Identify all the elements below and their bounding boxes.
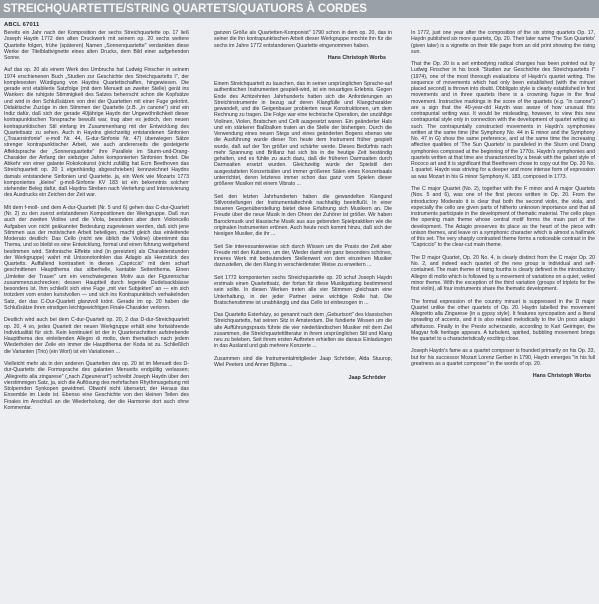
paragraph: Bereits ein Jahr nach der Komposition der sechs Streichquartette op. 17 ließ Joseph Haydn 1772 den alten Druckwerk mit seinem op. 20 sechs weitere Quartette folgen, frühe (späteren) Namen „Sonnenquartette" verdankten diese Werke der Titelblattvignette eines alten Drucks, dem Bild einer aufgehenden Sonne. <box>4 30 189 61</box>
paragraph: ganzen Größe als Quartetten-Komponist" 1790 schon in dem op. 20, das in seiner die ihn kontrapunktischen Arbeit dieser Werkgruppe mochte ihn für die sechs im Jahre 1772 entstandenen Quartette eingenommen haben. <box>214 30 392 49</box>
paragraph: Deutlich wird auch bei dem C-dur-Quartett op. 20, 2 das D-dur-Streichquartett op. 20, 4 so, jedes Quartett der neuen Werkgruppe erhält eine fortwährende Individualität für sich. Kein kontinuierl ist der in Quartenschritten aufstrebende Hauptthema des einleitenden Allegro di molto, dem thematisch nach jedem Wiederholen der Zeile ein immer die Hauptthema der Koda ist zu. Schließlich die Varianten (Trio) (ein Wort) ist ein Variationen ... <box>4 317 189 355</box>
author-credit: Hans Christoph Worbs <box>327 54 386 61</box>
author-credit: Jaap Schröder <box>348 374 386 381</box>
middle-text-column <box>214 30 392 602</box>
paragraph: The formal expression of the country minuet is suppressed in the D major Quartet unlike the other quartets of Op. 20. Haydn labelled the movement Allegretto alla Zingarese (in a gypsy style). It features syncopation and a literal sprawling of accents, and it is also related melodically to the Un poco adagio affettuoso. Finally in the Presto scherzando, according to Karl Geiringer, the Magyar folk heritage appears. A turbulent, spirited, bubbling movement brings the quartet to a characteristically exciting close. <box>411 298 595 342</box>
paragraph: The D major Quartet, Op. 20 No. 4, is clearly distinct from the C major Op. 20 No. 2, and indeed each quartet of the new group is individual and self-contained. The main theme of rising fourths is clearly defined in the introductory Allegro di molto which is followed by a movement of variations on a quiet, veiled minor theme. With the exception of the third variation (groups of triplets for the first violin), all four instruments share the thematic development. <box>411 254 595 293</box>
paragraph: That the Op. 20 is a set embodying radical changes has been pointed out by Ludwig Finscher in his book "Studien zur Geschichte des Streichquartetts I" (1974), one of the most thorough evaluations of Haydn's quartet writing. The sequence of movements which had only been established (with the minuet placed second) is thrown into doubt. Obbligato style is clearly established in first movements and in three quartets there is a crowning fugue in the final movement. Instructive markings in the score of the quartets (e.g. "in canone") are a sign that the 40-year-old Haydn was aware of how unusual this contrapuntal writing was. It would be misleading, however, to view this new contrapuntal style only in connection with the development of quartet writing as such. The contrapuntally constructed movements in Haydn's symphonies written at the same time (the Symphony No. 44 in E minor and the Symphony No. 47 in G) show the same preference, and at the same time the increasing affective qualities of 'The Sun Quartets' is paralleled in the Sturm und Drang symphonies composed at the beginning of the 1770s. Haydn's symphonies and quartets written at that time are characterized by a break with the galant style of Rococo art and it is significant that Beethoven chose to copy out the Op. 20 No. 1 quartet. Haydn was striving for a deeper and more intense form of expression as was Mozart in his G minor Symphony K. 183, composed in 1773. <box>411 61 595 180</box>
author-credit: Hans Christoph Worbs <box>532 373 591 380</box>
paragraph: Einem Streichquartett zu lauschen, das in seiner ursprünglichen Sprache-auf authentischen Instrumenten gespielt-wird, ist ein neuartiges Erlebnis. Gegen Ende des Achtzehnten Jahrhunderts hatten sich die Anforderungen an Streichinstrumente in bezug auf deren Klangfülle und Klangcharakter gewandelt, und die Geigenbauer probierten neue Konstruktionen, um dem Rechnung zu tragen. Die Folge war eine technische Operation, der unzählige Violinen, Violen, Bratschen und Celli ausgesetzt waren. Ein geänderter Hals und ein stärkerer Baßbalken traten an die Stelle der bisherigen. Durch die Verwendung eines neuen Stegs und eines geänderten Bogens ebenso wie die Ausführung wurde dieser Ton heute dem Instrument früher gespielt wurde, daß auf der Ton größer und schärfer werde. Dieses Bedürfnis nach mehr Spannung und Brillanz hat sich bis in die heutige Zeit beständig gehalten, und es fühlte zu auch dazu, daß die früheren Darmsaiten durch Darmsaiten ersetzt wurden. Gleichzeitig wurde der Spielstil den ausgestatteten Konzertsälen und immer größeren Sälen eines Konzertsaals unterrichtet, deren letzteres immer schon das ganz vom Spielen dieser größerer Musiker mit einem Vibrato ... <box>214 81 392 188</box>
german-text-column <box>4 30 189 602</box>
paragraph: Auf das op. 20 als einem Werk des Umbruchs hat Ludwig Finscher in seinem 1974 erschienenen Buch „Studien zur Geschichte des Streichquartetts I", der komplexesten Würdigung von Haydns Quartettschaffen, hingewiesen. Die gerade erst etablierte Satzfolge (mit dem Menuett an zweiter Stelle) gerät ins Wanken: die ruhigste Stimmigkeit des Satzes beherrscht schon die Kopfsätze und wird in den Schlußsätzen von drei der Quartetten mit einer Fuge gekrönt. Didaktische Zuzüge in den Stimmen der Quartette (z.B. „in canone") sind ein Indiz dafür, daß sich der gerade 40jährige Haydn der Ungewöhnlichkeit dieser kontrapunktischen Tonsprache bewußt war, trug aber es jedoch, den neuen kontrapunktischen Stil einfang im Zusammenhang mit der Entwicklung des Quartettsatz zu sehen. Auch in Haydns gleichzeitig entstandenen Sinfonien („Trauersinfonie" e-moll Nr. 44, G-dur-Sinfonie Nr. 47) überwiegen Sätze strenger kontrapunktischer Arbeit, wie auch andererseits die gesteigerte Affektsprache der „Sonnenquartette" ihre Parallele im Sturm-und-Drang-Charakter der Anfang der siebziger Jahre komponierten Sinfonien findet. Die Abkehr von einer galante Rokokokunst (nicht zufällig hat Ecm Beethoven das Streichquartett op. 20 1 eigenhändig abgeschrieben) kennzeichnet Haydns damals entstandene Sinfonien und Quartette. ja, ein Werk wie Mozarts 1773 komponiertes „kleine" g-moll-Sinfonie KV 183 ist ein bekenntnis solcherr stehender Beleg dafür, daß Haydns Streben nach Vertiefung und Intensivierung des Ausdrucks ein Zeichen der Zeit war. <box>4 67 189 199</box>
page-title: STREICHQUARTETTE/STRING QUARTETS/QUATUORS À CORDES <box>0 0 599 18</box>
paragraph: Vielleicht mehr als in den anderen Quartetten des op. 20 ist im Menuett des D-dur-Quartetts die Formsprache des galanten Menuetts endgültig verlassen; „Allegretto alla zingarese" („nach Zigeunerart") schreibt Joseph Haydn über den vierstimmigen Satz, ja, sich die Auflösung des mehrfachen Rhythmusgebung mit Stolpernden Synkopen gewidmet. Obwohl nicht übersetzt, der Heraus das Ensemble im Liede ist. Ebenso eine Geschichte von den kleinen Teilen des Finales im Anschluß an die Wiederholung, der die Harmonie dort auch ohne Kommentar. <box>4 361 189 411</box>
paragraph: Zusammen sind die Instrumentalmitglieder Jaap Schröder, Alda Stuurop, Wiel Peeters und Anner Bijlsma ... <box>214 355 392 369</box>
english-text-column <box>411 30 595 602</box>
paragraph: Das Quartetto Esterházy, so genannt nach dem „Geburtsort" des klassischen Streichquartetts, hat seinen Sitz in Amsterdam. Die fundierte Wissen um die alte Aufführungspraxis führte die vier niederländischen Musiker mit dem Ziel zusammen, die Streichquartettliteratur in ihrem ursprünglichen Stil und Klang neu zu beleben. Seit ihrem ersten Auftreten erhielten sie daraus Einladungen in das Ausland und gab mehrere Konzerte ... <box>214 312 392 350</box>
paragraph: The C major Quartet (No. 2), together with the F minor and A major Quartets (Nos. 5 and 6), was one of the first pieces written in Op. 20. From the introductory Moderato it is clear that both the second violin, the viola, and especially the cello are given parts of hitherto unknown importance and that all instruments participate in the development of thematic material. The cello plays the opening main theme whose central motif forms the main part of the development. The Adagio preserves its place as the heart of the piece with unison themes, and leave on a symphonic character which is almost a hallmark of this set. The very sharply contrasted theme forms a noticeable contrast in the "Capriccio" to the clear-cut main theme. <box>411 186 595 249</box>
catalog-number: ABCL 67011 <box>4 22 40 28</box>
paragraph: Seit Sie interessanterweise sich durch Wissen um die Praxis der Zeit aber Freude mit den Kulturen, um der, Wieder damit ein ganz besonders schönes, inneres Werk mit bedeutendem Stellenwert von dem einzelnen Musiker darzustellen, die den Klang in verschiedenster Weise zu erweitern ... <box>214 243 392 269</box>
paragraph: In 1772, just one year after the composition of the six string quartets Op. 17, Haydn published six more quartets, Op. 20. Their later name 'The Sun Quartets' (given later) is a vignette on their title page from an old print showing the rising sun. <box>411 30 595 55</box>
paragraph: Joseph Haydn's fame as a quartet composer is founded primarily on his Op. 33, but for his successor Mozart Lorenz Gerber in 1790, Haydn emerges "in his full greatness as a quartet composer" in the words of op. 20. <box>411 348 595 367</box>
paragraph: Seit den letzten Jahrhunderten haben die gewandelten Klangund Stilvorstellungen der Instrumentaltechnik nachhaltig beeinflußt. In einer treueren Gegenüberstellung bietet diese Erfahrung sich Musikern an. Die Freude über die neue Musik in den Ohren der Zuhörer ist größer. Wir haben Barockmusik und klassische Musik aus aus gebenden Spielpraktiken wie die originalen Instrumenten ertönen. Auch heute noch kommt hinzu, daß sich der hiesigen Musiker, die ihr ... <box>214 193 392 238</box>
paragraph: Seit 1772 komponierten sechs Streichquartette op. 20 schuf Joseph Haydn erstmals einen Quartettsatz, der fortan für diese Musikgattung bestimmend sein sollte. In diesen Werken treten alle vier Stimmen gleichsam eine Unterhaltung, in der jeder Partner seine wichtige Rolle hat. Die Bratschenstimme ist unabhängig und das Cello ist einbezogen in ... <box>214 274 392 306</box>
paragraph: Mit dem f-moll- und dem A-dur-Quartett (Nr. 5 und 6) gehen das C-dur-Quartett (Nr. 2) zu den zuerst entstandenen Kompositionen der Werkgruppe. Daß nun auch der zweiten Violine und die Viola, besonders aber dem Violoncello Aufgaben von nicht geäkannter Bedeutung zugewiesen werden, daß sich jene Stimmen aus der motivischen Arbeit beteiligen, macht gleich das einleitende Moderato deutlich: Das Cello (nicht wie üblich die Violine) übernimmt das Thema, und so bleibt es eine Entwicklung, formal und einen führung weitgehend bestimmen wird. Sinfonische Effekte sind (in gereizten) als Charakterstunden der Werkgruppe) wahrt mit Unisonotonfolen das Adagio als Herzstück des Quartetts. Auffallend kontrastiert in diesen „Capriccio" mit dem scharf geschnittenen Hauptthema das silberhelle, kantable Seitenthema. Einen „Umleiter der Trauer" um ein verschwiegenes Motiv aus der Figurenschar zusammenzuschrecken; dessen Hauptteil durch legende Dudelsackbässe besonders ist. Ihm schließt sich eine Fuge „mit vier Subjekten" an — ein sich trotzdem vom ersten kunstvollen — und sich ins Kontrapunktisch verhakelnden Satz, der das C-Dur-Quartett glanzvoll krönt. Gerade im op. 20 haben die Schlußsätze ihren einstigen leichtgewichtigen Finale-Charakter verloren. <box>4 204 189 311</box>
